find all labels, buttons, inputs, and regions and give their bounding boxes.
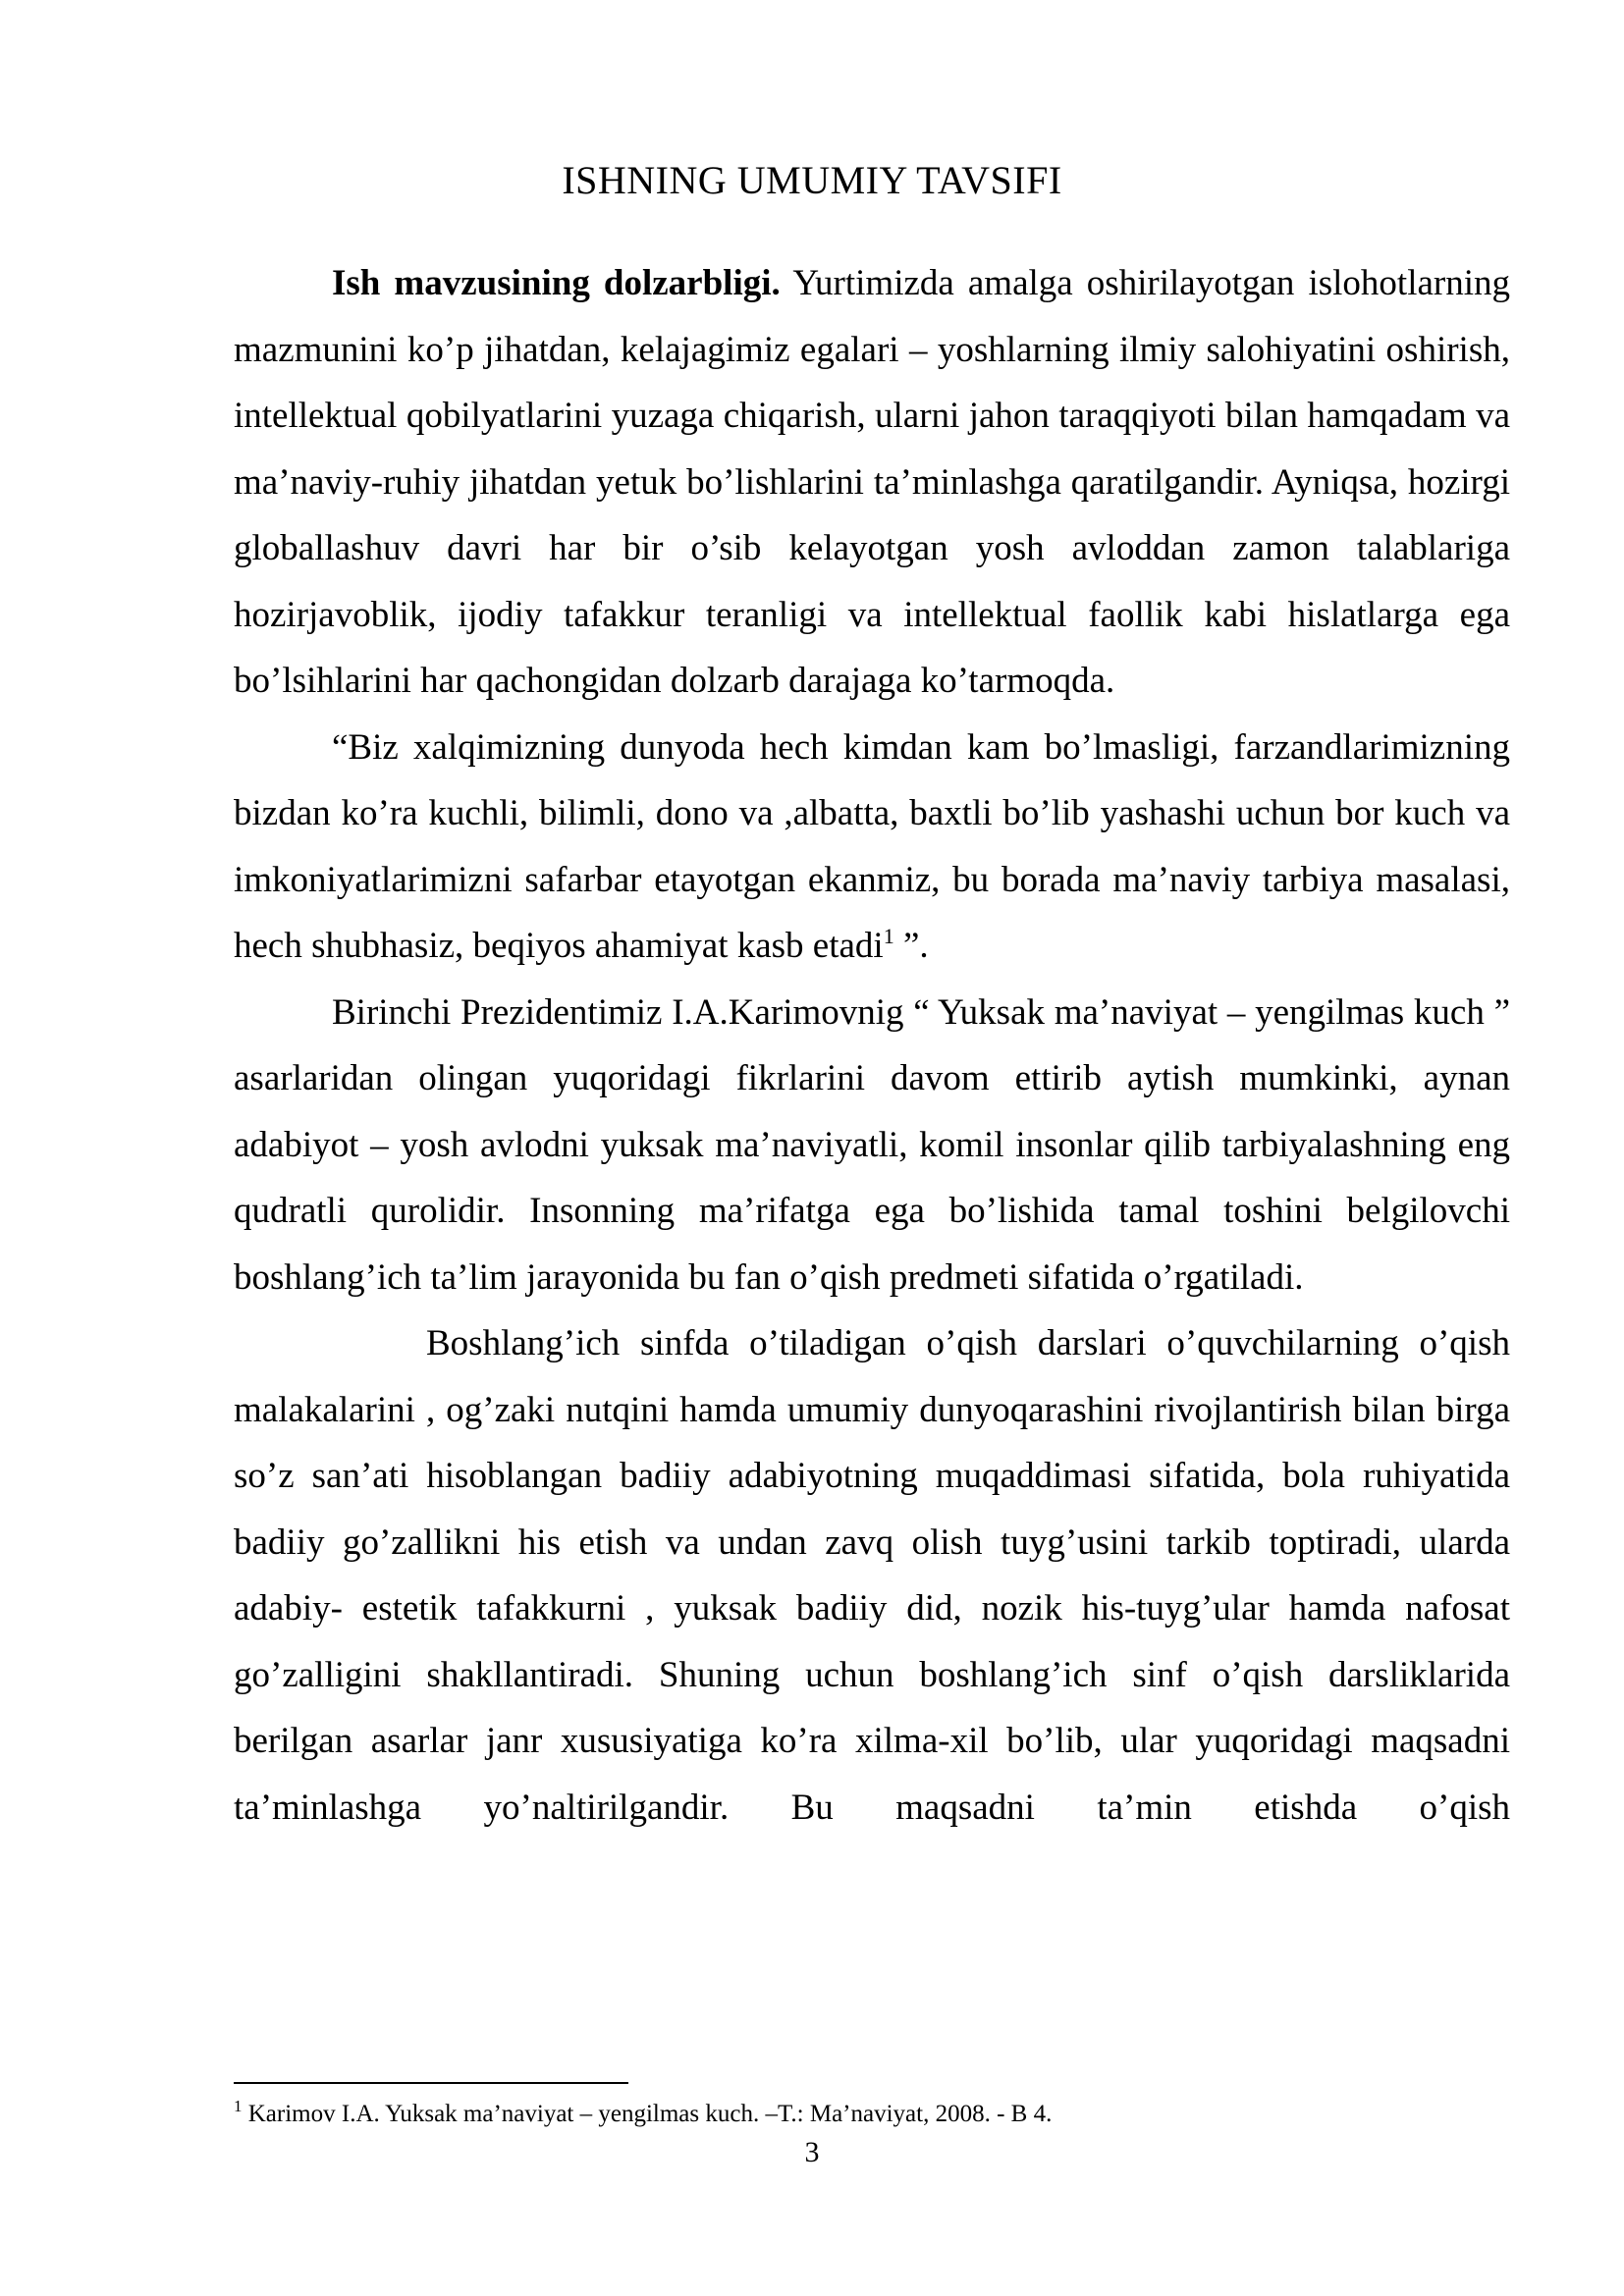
paragraph-quote <box>234 715 1510 980</box>
quote-text: “Biz xalqimizning dunyoda hech kimdan kam bo’lmasligi, farzandlarimizning bizdan ko’ra kuchli, bilimli, dono va ,albatta, baxtli bo’lib yashashi uchun bor kuch va imkoniyatlarimizni safarbar etayotgan ekanmiz, bu borada ma’naviy tarbiya masalasi, hech shubhasiz, beqiyos ahamiyat kasb etadi <box>234 726 1510 966</box>
footnote <box>234 2099 1510 2130</box>
body-text <box>234 250 1510 1841</box>
quote-end: ”. <box>893 926 929 966</box>
footnote-separator <box>234 2082 628 2084</box>
page-title: ISHNING UMUMIY TAVSIFI <box>562 158 1062 202</box>
paragraph-primary-school: Boshlang’ich sinfda o’tiladigan o’qish darslari o’quvchilarning o’qish malakalarini , og’zaki nutqini hamda umumiy dunyoqarashini rivojlantirish bilan birga so’z san’ati hisoblangan badiiy adabiyotning muqaddimasi sifatida, bola ruhiyatida badiiy go’zallikni his etish va undan zavq olish tuyg’usini tarkib toptiradi, ularda adabiy- estetik tafakkurni , yuksak badiiy did, nozik his-tuyg’ular hamda nafosat go’zalligini shakllantiradi. Shuning uchun boshlang’ich sinf o’qish darsliklarida berilgan asarlar janr xususiyatiga ko’ra xilma-xil bo’lib, ular yuqoridagi maqsadni ta’minlashga yo’naltirilgandir. Bu maqsadni ta’min etishda o’qish <box>234 1323 1510 1828</box>
footnote-marker: 1 <box>234 2097 243 2115</box>
paragraph-text: Yurtimizda amalga oshirilayotgan islohotlarning mazmunini ko’p jihatdan, kelajagimiz egalari – yoshlarning ilmiy salohiyatini oshirish, intellektual qobilyatlarini yuzaga chiqarish, ularni jahon taraqqiyoti bilan hamqadam va ma’naviy-ruhiy jihatdan yetuk bo’lishlarini ta’minlashga qaratilgandir. Ayniqsa, hozirgi globallashuv davri har bir o’sib kelayotgan yosh avloddan zamon talablariga hozirjavoblik, ijodiy tafakkur teranligi va intellektual faollik kabi hislatlarga ega bo’lsihlarini har qachongidan dolzarb darajaga ko’tarmoqda. <box>234 263 1510 701</box>
paragraph-president: Birinchi Prezidentimiz I.A.Karimovnig “ Yuksak ma’naviyat – yengilmas kuch ” asarlaridan olingan yuqoridagi fikrlarini davom ettirib aytish mumkinki, aynan adabiyot – yosh avlodni yuksak ma’naviyatli, komil insonlar qilib tarbiyalashning eng qudratli qurolidir. Insonning ma’rifatga ega bo’lishida tamal toshini belgilovchi boshlang’ich ta’lim jarayonida bu fan o’qish predmeti sifatida o’rgatiladi. <box>234 991 1510 1298</box>
page-number: 3 <box>804 2136 820 2168</box>
footnote-reference: 1 <box>883 924 894 948</box>
footnote-text: Karimov I.A. Yuksak ma’naviyat – yengilmas kuch. –T.: Ma’naviyat, 2008. - B 4. <box>242 2101 1053 2127</box>
paragraph-relevance <box>234 250 1510 715</box>
section-heading-inline: Ish mavzusining dolzarbligi. <box>332 263 781 303</box>
